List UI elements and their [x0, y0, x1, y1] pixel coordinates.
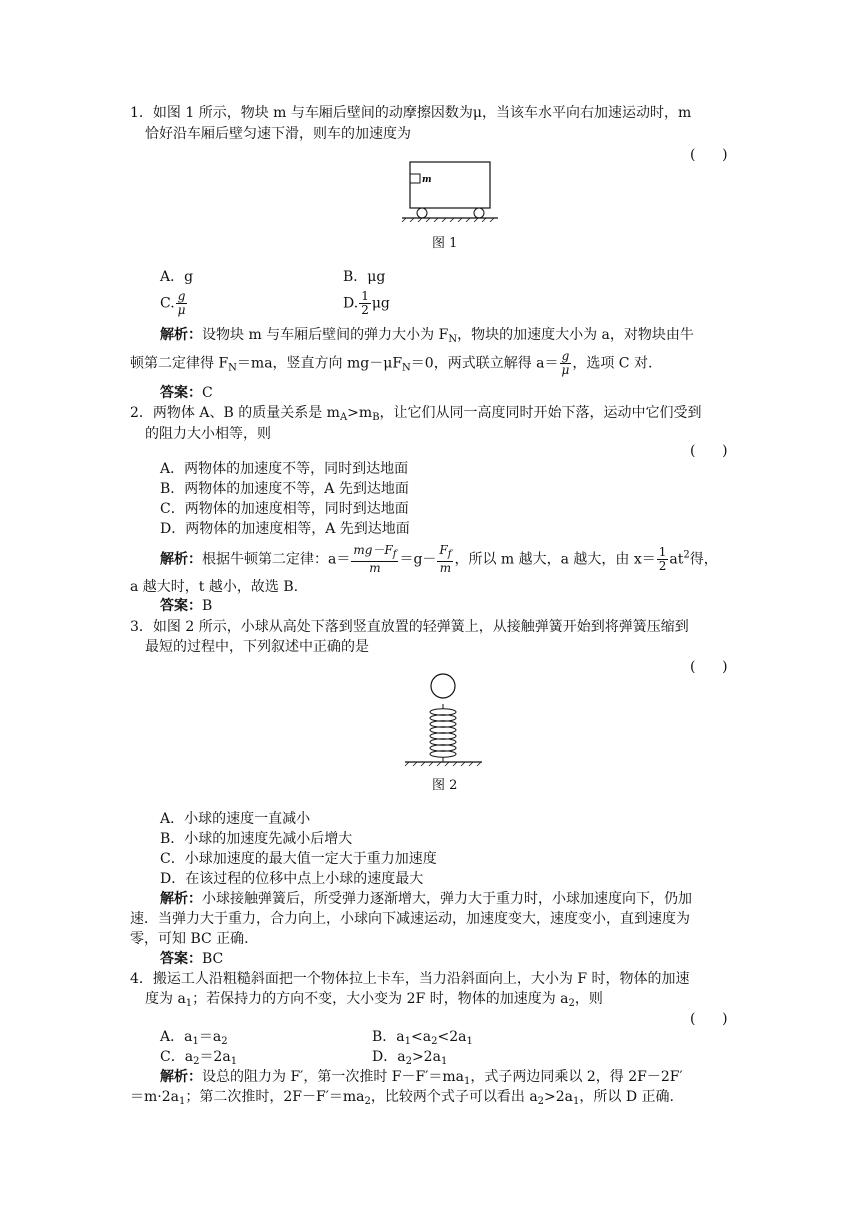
- q1-option-d-letter: D.: [343, 295, 359, 312]
- q2-frac2-den: m: [439, 561, 452, 575]
- q1-option-d-tail: μg: [371, 295, 390, 312]
- q3-solution-1: 小球接触弹簧后，所受弹力逐渐增大，弹力大于重力时，小球加速度向下，仍加: [202, 891, 692, 907]
- q2-option-a: A．两物体的加速度不等，同时到达地面: [160, 461, 409, 477]
- q2-stem-1a: 2．两物体 A、B 的质量关系是 m: [130, 405, 340, 421]
- q4-solution-2c-sub: 2: [537, 1096, 545, 1107]
- q2-stem-sub-a: A: [339, 412, 348, 423]
- q1-option-b: B．μg: [343, 269, 386, 285]
- q1-answer: [160, 384, 213, 402]
- q2-solution-1e: 得，: [689, 551, 718, 568]
- q4-stem-2b-sub: 2: [568, 998, 575, 1009]
- q2-option-b: B．两物体的加速度不等，A 先到达地面: [160, 481, 409, 497]
- q3-solution-line1: [160, 890, 692, 908]
- q2-option-d: D．两物体的加速度相等，A 先到达地面: [160, 521, 410, 537]
- q4-opt-c-s2: 1: [230, 1056, 238, 1067]
- truck-body: [410, 162, 490, 208]
- q2-frac1-num: mg－F: [353, 543, 393, 557]
- q4-solution-1a: 设总的阻力为 F′，第一次推时 F－F′＝ma: [202, 1069, 465, 1085]
- q1-answer-blank: ( ): [690, 147, 728, 163]
- q1-option-d-num: 1: [361, 289, 369, 303]
- q4-opt-a-2: ＝a: [198, 1029, 222, 1045]
- q1-option-d: [343, 290, 390, 317]
- q4-solution-line2: [130, 1088, 674, 1111]
- q3-answer-value: BC: [202, 951, 224, 967]
- q1-option-a: A．g: [160, 269, 194, 285]
- q4-opt-b-s1: 1: [404, 1036, 412, 1047]
- q4-opt-b-1: B．a: [372, 1029, 405, 1045]
- q1-solution-sub: N: [448, 334, 458, 345]
- q1-option-c: [160, 290, 188, 317]
- q4-solution-1a-sub: 1: [464, 1076, 471, 1087]
- q3-answer-label: 答案：: [160, 951, 202, 967]
- q3-option-d: D．在该过程的位移中点上小球的速度最大: [160, 871, 424, 887]
- q1-solution-frac-num: g: [560, 350, 572, 364]
- q2-solution-1b: ＝g－: [399, 551, 437, 568]
- q4-stem-2a-sub: 1: [185, 998, 193, 1009]
- q2-solution-1a: 根据牛顿第二定律：a＝: [202, 551, 351, 568]
- q4-stem-line1: 4．搬运工人沿粗糙斜面把一个物体拉上卡车，当力沿斜面向上，大小为 F 时，物体的加速: [130, 971, 690, 987]
- q4-opt-d-s1: 2: [405, 1056, 412, 1067]
- q2-stem-line1: [130, 404, 702, 427]
- q4-stem-2c: ，则: [574, 991, 603, 1007]
- q4-opt-b-2: <a: [411, 1029, 432, 1045]
- q4-stem-line2: [145, 990, 603, 1013]
- q1-stem-line1: 1．如图 1 所示，物块 m 与车厢后壁间的动摩擦因数为μ，当该车水平向右加速运动时，m: [130, 105, 692, 121]
- q1-stem-line2: 恰好沿车厢后壁匀速下滑，则车的加速度为: [145, 126, 411, 142]
- q2-answer-blank: ( ): [690, 443, 728, 459]
- q1-solution-2b-sub: N: [402, 362, 411, 374]
- q1-solution-text-b: ，物块的加速度大小为 a，对物块由牛: [457, 327, 694, 343]
- q2-answer-label: 答案：: [160, 598, 202, 614]
- q4-opt-a-s2: 2: [221, 1036, 228, 1047]
- q4-solution-label: 解析：: [160, 1069, 202, 1085]
- spring: [430, 704, 456, 762]
- q1-solution-2d: ，选项 C 对.: [572, 355, 653, 372]
- ball: [431, 674, 455, 698]
- q3-stem-line2: 最短的过程中，下列叙述中正确的是: [145, 639, 369, 655]
- q4-stem-2b: ；若保持力的方向不变，大小变为 2F 时，物体的加速度为 a: [192, 991, 569, 1007]
- q4-solution-2a-sub: 1: [178, 1096, 186, 1107]
- q3-option-c: C．小球加速度的最大值一定大于重力加速度: [160, 851, 437, 867]
- q4-opt-d-s2: 1: [440, 1056, 448, 1067]
- q2-solution-sup: 2: [683, 549, 690, 561]
- q2-answer-value: B: [202, 598, 213, 614]
- q3-stem-line1: 3．如图 2 所示，小球从高处下落到竖直放置的轻弹簧上，从接触弹簧开始到将弹簧压缩到: [130, 619, 689, 635]
- q4-opt-c-1: C．a: [160, 1049, 194, 1065]
- q1-solution-line2: [130, 350, 652, 377]
- q3-option-a: A．小球的速度一直减小: [160, 811, 311, 827]
- q2-solution-line1: [160, 544, 718, 575]
- q1-solution-2b: ＝ma，竖直方向 mg－μF: [236, 355, 403, 372]
- q1-solution-frac-den: μ: [561, 363, 570, 377]
- q2-solution-label: 解析：: [160, 551, 202, 568]
- q3-solution-label: 解析：: [160, 891, 202, 907]
- q2-option-c: C．两物体的加速度相等，同时到达地面: [160, 501, 409, 517]
- figure-1-truck: [400, 158, 500, 222]
- q4-solution-2b-sub: 2: [364, 1096, 371, 1107]
- q3-answer: [160, 950, 223, 968]
- block-m: [410, 174, 420, 183]
- q2-frac2-sub: f: [447, 549, 452, 560]
- figure-2-ball-spring: [400, 672, 490, 772]
- q2-solution-line2: a 越大时，t 越小，故选 B.: [130, 579, 299, 595]
- q2-frac1-sub: f: [392, 549, 397, 560]
- q2-frac2-num: F: [439, 543, 448, 557]
- q1-answer-value: C: [202, 385, 213, 401]
- q2-solution-1d: at: [669, 551, 684, 568]
- q4-opt-c-2: ＝2a: [199, 1049, 231, 1065]
- block-m-label: m: [422, 175, 432, 185]
- q4-solution-2a: ＝m·2a: [130, 1089, 179, 1105]
- q2-solution-1c: ，所以 m 越大，a 越大，由 x＝: [454, 551, 656, 568]
- q2-stem-1b: >m: [347, 405, 373, 421]
- q4-opt-d-2: >2a: [411, 1049, 441, 1065]
- q2-frac3-den: 2: [658, 559, 667, 573]
- ground-hatch: [402, 218, 494, 222]
- q4-opt-b-s3: 1: [466, 1036, 473, 1047]
- q2-stem-sub-b: B: [372, 412, 380, 423]
- q1-solution-label: 解析：: [160, 327, 202, 343]
- q1-solution-line1: [160, 326, 694, 349]
- q1-answer-label: 答案：: [160, 385, 202, 401]
- q4-solution-2e: ，所以 D 正确.: [579, 1089, 674, 1105]
- q1-option-c-num: g: [176, 290, 188, 304]
- q3-solution-line2: 速．当弹力大于重力，合力向上，小球向下减速运动，加速度变大，速度变小，直到速度为: [130, 911, 690, 927]
- q4-solution-2b: ；第二次推时，2F－F′＝ma: [185, 1089, 365, 1105]
- q1-solution-text: 设物块 m 与车厢后壁间的弹力大小为 F: [202, 327, 449, 343]
- q4-opt-b-3: <2a: [437, 1029, 467, 1045]
- q3-answer-blank: ( ): [690, 659, 728, 675]
- q2-frac3-num: 1: [658, 545, 667, 559]
- q1-solution-2a: 顿第二定律得 F: [130, 355, 229, 372]
- q4-opt-d-1: D．a: [372, 1049, 406, 1065]
- q4-answer-blank: ( ): [690, 1011, 728, 1027]
- q3-option-b: B．小球的加速度先减小后增大: [160, 831, 353, 847]
- q4-solution-2d: >2a: [544, 1089, 574, 1105]
- q4-opt-b-s2: 2: [431, 1036, 438, 1047]
- q4-stem-2a: 度为 a: [145, 991, 186, 1007]
- q2-stem-line2: 的阻力大小相等，则: [145, 426, 271, 442]
- q1-option-c-letter: C.: [160, 295, 175, 312]
- q1-solution-2c: ＝0，两式联立解得 a＝: [410, 355, 559, 372]
- q1-solution-2a-sub: N: [228, 362, 237, 374]
- q1-option-d-den: 2: [361, 303, 369, 317]
- q1-option-c-den: μ: [177, 303, 186, 317]
- q2-answer: [160, 597, 212, 615]
- figure-1-caption: 图 1: [432, 236, 458, 251]
- q2-frac1-den: m: [369, 561, 381, 575]
- q2-stem-1c: ，让它们从同一高度同时开始下落，运动中它们受到: [379, 405, 702, 421]
- q4-opt-a-1: A．a: [160, 1029, 193, 1045]
- wheel-right: [474, 208, 484, 218]
- wheel-left: [417, 208, 427, 218]
- q4-solution-2d-sub: 1: [573, 1096, 580, 1107]
- q4-solution-2c: ，比较两个式子可以看出 a: [370, 1089, 538, 1105]
- q4-solution-1b: ，式子两边同乘以 2，得 2F－2F′: [470, 1069, 683, 1085]
- q4-opt-a-s1: 1: [192, 1036, 199, 1047]
- q3-solution-line3: 零，可知 BC 正确.: [130, 931, 249, 947]
- figure-2-caption: 图 2: [432, 778, 458, 793]
- q4-opt-c-s1: 2: [193, 1056, 200, 1067]
